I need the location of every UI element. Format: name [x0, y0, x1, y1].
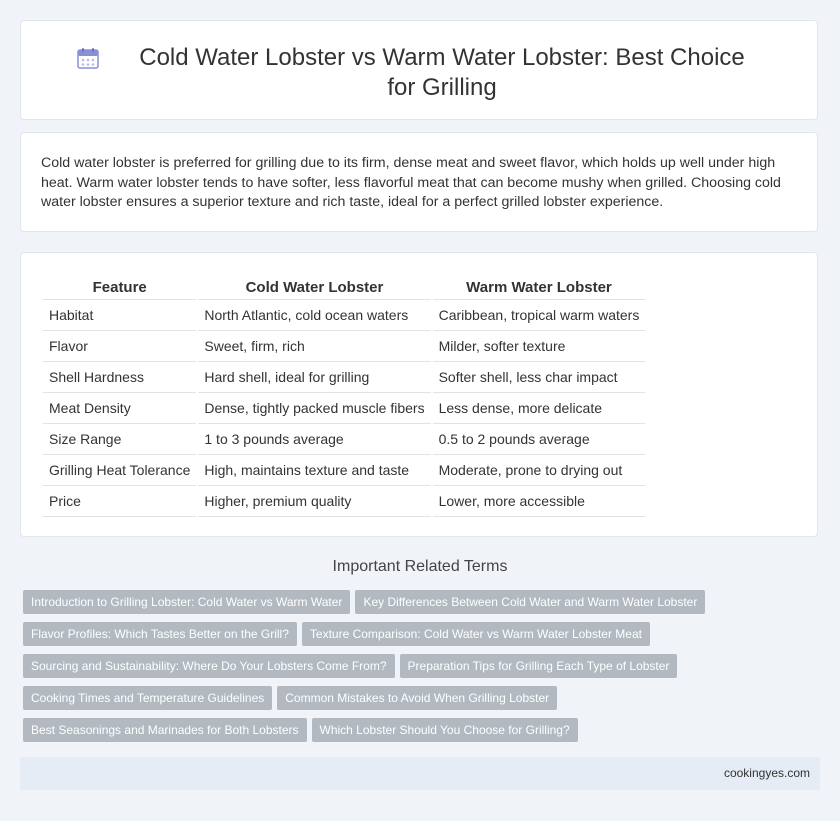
table-header-row [43, 276, 645, 299]
summary-card [20, 132, 818, 232]
table-row [43, 424, 645, 455]
summary-text: Cold water lobster is preferred for grilling due to its firm, dense meat and sweet flavor, which holds up well under high heat. Warm water lobster tends to have softer, less flavorful meat that can become mushy when grilled. Choosing cold water lobster ensures a superior texture and rich taste, ideal for a perfect grilled lobster experience. [41, 155, 781, 210]
table-cell: Grilling Heat Tolerance [43, 455, 196, 486]
tag-row [23, 686, 823, 718]
table-cell: Size Range [43, 424, 196, 455]
table-cell: Moderate, prone to drying out [433, 455, 646, 486]
table-cell: Dense, tightly packed muscle fibers [198, 393, 430, 424]
table-cell: Sweet, firm, rich [198, 331, 430, 362]
table-cell: Habitat [43, 299, 196, 331]
column-header: Feature [92, 279, 147, 296]
table-cell: Higher, premium quality [198, 486, 430, 517]
footer [20, 757, 820, 790]
related-term-tag[interactable]: Which Lobster Should You Choose for Grilling? [312, 718, 578, 742]
table-cell: Less dense, more delicate [433, 393, 646, 424]
related-term-tag[interactable]: Cooking Times and Temperature Guidelines [23, 686, 272, 710]
comparison-table [41, 276, 647, 517]
table-row [43, 393, 645, 424]
table-cell: High, maintains texture and taste [198, 455, 430, 486]
tag-row [23, 654, 823, 686]
table-row [43, 331, 645, 362]
table-cell: 1 to 3 pounds average [198, 424, 430, 455]
table-cell: 0.5 to 2 pounds average [433, 424, 646, 455]
related-term-tag[interactable]: Texture Comparison: Cold Water vs Warm Water Lobster Meat [302, 622, 650, 646]
table-cell: Milder, softer texture [433, 331, 646, 362]
table-cell: Softer shell, less char impact [433, 362, 646, 393]
page-title: Cold Water Lobster vs Warm Water Lobster: Best Choice for Grilling [139, 44, 745, 101]
table-cell: North Atlantic, cold ocean waters [198, 299, 430, 331]
table-cell: Hard shell, ideal for grilling [198, 362, 430, 393]
table-row [43, 455, 645, 486]
tag-row [23, 590, 823, 622]
related-term-tag[interactable]: Best Seasonings and Marinades for Both Lobsters [23, 718, 307, 742]
table-cell: Meat Density [43, 393, 196, 424]
title-card [20, 20, 818, 120]
related-term-tag[interactable]: Introduction to Grilling Lobster: Cold Water vs Warm Water [23, 590, 350, 614]
table-cell: Caribbean, tropical warm waters [433, 299, 646, 331]
table-row [43, 486, 645, 517]
related-term-tag[interactable]: Sourcing and Sustainability: Where Do Your Lobsters Come From? [23, 654, 395, 678]
related-term-tag[interactable]: Flavor Profiles: Which Tastes Better on the Grill? [23, 622, 297, 646]
tag-row [23, 718, 823, 750]
table-row [43, 362, 645, 393]
column-header: Cold Water Lobster [245, 279, 384, 296]
table-cell: Lower, more accessible [433, 486, 646, 517]
related-term-tag[interactable]: Key Differences Between Cold Water and Warm Water Lobster [355, 590, 705, 614]
footer-site-link[interactable]: cookingyes.com [723, 766, 810, 780]
tag-row [23, 622, 823, 654]
related-terms-heading: Important Related Terms [332, 558, 508, 575]
table-cell: Shell Hardness [43, 362, 196, 393]
related-term-tag[interactable]: Preparation Tips for Grilling Each Type of Lobster [400, 654, 678, 678]
related-terms-list [23, 590, 823, 750]
table-cell: Flavor [43, 331, 196, 362]
table-cell: Price [43, 486, 196, 517]
comparison-table-card [20, 252, 818, 537]
calendar-icon [76, 46, 100, 70]
related-term-tag[interactable]: Common Mistakes to Avoid When Grilling Lobster [277, 686, 557, 710]
table-row [43, 299, 645, 331]
column-header: Warm Water Lobster [466, 279, 612, 296]
